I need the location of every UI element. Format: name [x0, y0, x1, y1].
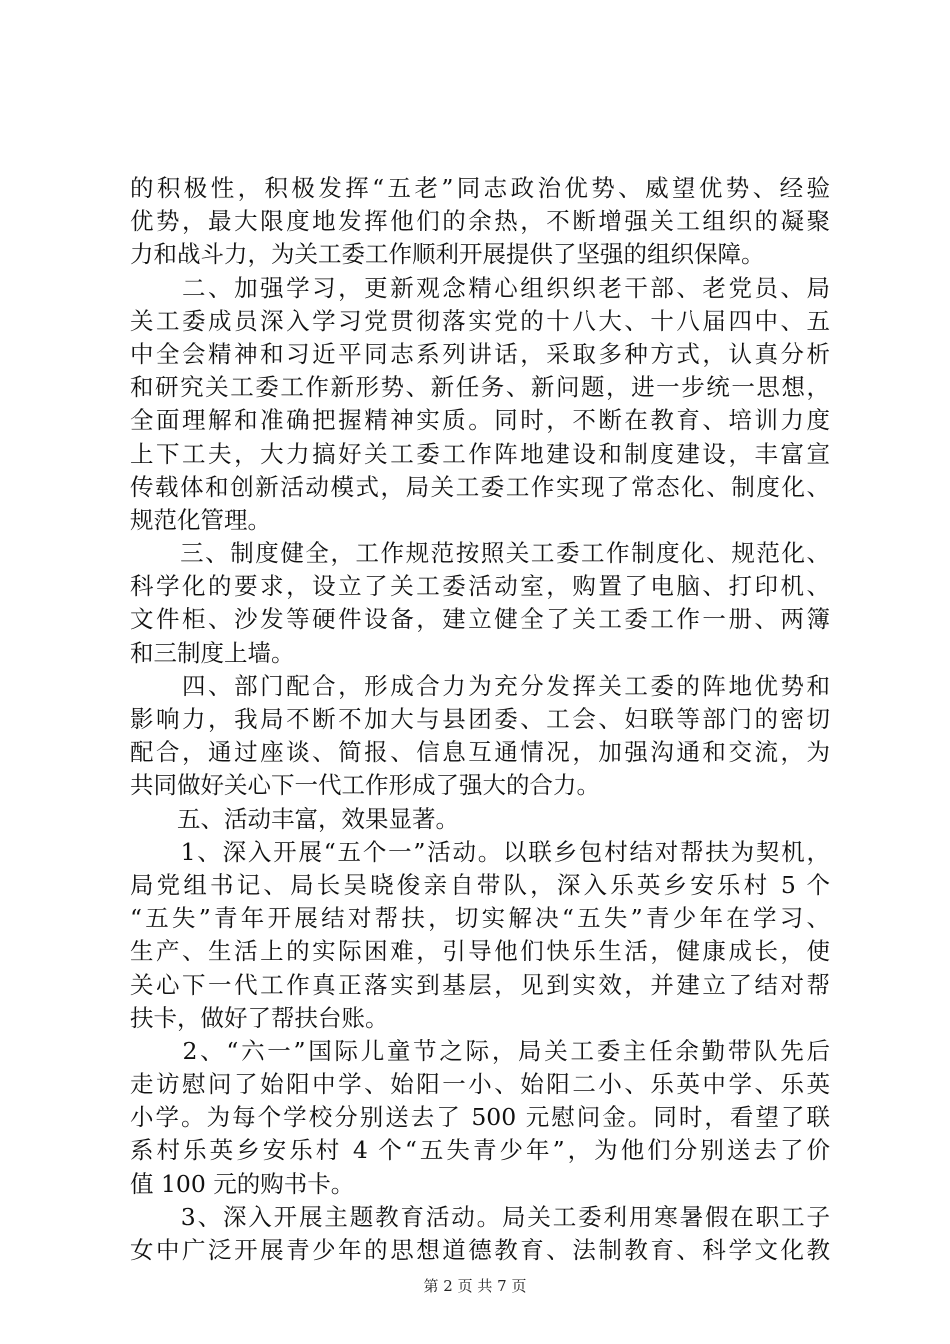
text-line: “五失”青年开展结对帮扶，切实解决“五失”青少年在学习、	[130, 904, 830, 933]
text-line: 力和战斗力，为关工委工作顺利开展提供了坚强的组织保障。	[130, 240, 765, 269]
text-line: 关心下一代工作真正落实到基层，见到实效，并建立了结对帮	[130, 970, 830, 999]
page-footer: 第 2 页 共 7 页	[423, 1277, 527, 1295]
text-line: 生产、生活上的实际困难，引导他们快乐生活，健康成长，使	[130, 937, 830, 966]
text-line: 文件柜、沙发等硬件设备，建立健全了关工委工作一册、两簿	[130, 605, 830, 634]
text-line: 和研究关工委工作新形势、新任务、新问题，进一步统一思想，	[130, 373, 830, 402]
text-line: 规范化管理。	[130, 505, 271, 534]
text-line: 优势，最大限度地发挥他们的余热，不断增强关工组织的凝聚	[130, 207, 830, 236]
text-line: 2、“六一”国际儿童节之际，局关工委主任余勤带队先后	[130, 1036, 830, 1065]
text-line: 值 100 元的购书卡。	[130, 1169, 355, 1198]
text-line: 配合，通过座谈、简报、信息互通情况，加强沟通和交流，为	[130, 738, 830, 767]
document-body	[130, 172, 830, 1267]
text-line: 上下工夫，大力搞好关工委工作阵地建设和制度建设，丰富宣	[130, 439, 830, 468]
text-line: 共同做好关心下一代工作形成了强大的合力。	[130, 771, 600, 800]
text-line: 科学化的要求，设立了关工委活动室，购置了电脑、打印机、	[130, 572, 830, 601]
text-line: 3、深入开展主题教育活动。局关工委利用寒暑假在职工子	[130, 1202, 830, 1231]
text-line: 中全会精神和习近平同志系列讲话，采取多种方式，认真分析	[130, 339, 830, 368]
text-line: 扶卡，做好了帮扶台账。	[130, 1003, 389, 1032]
text-line: 的积极性，积极发挥“五老”同志政治优势、威望优势、经验	[130, 174, 830, 202]
text-line: 小学。为每个学校分别送去了 500 元慰问金。同时，看望了联	[130, 1103, 830, 1132]
text-line: 局党组书记、局长吴晓俊亲自带队，深入乐英乡安乐村 5 个	[130, 870, 830, 899]
text-line: 五、活动丰富，效果显著。	[130, 804, 459, 833]
text-line: 四、部门配合，形成合力为充分发挥关工委的阵地优势和	[130, 671, 830, 700]
text-line: 女中广泛开展青少年的思想道德教育、法制教育、科学文化教	[130, 1236, 830, 1264]
text-line: 系村乐英乡安乐村 4 个“五失青少年”，为他们分别送去了价	[130, 1136, 830, 1165]
text-line: 传载体和创新活动模式，局关工委工作实现了常态化、制度化、	[130, 472, 830, 501]
text-line: 走访慰问了始阳中学、始阳一小、始阳二小、乐英中学、乐英	[130, 1070, 830, 1099]
text-line: 全面理解和准确把握精神实质。同时，不断在教育、培训力度	[130, 406, 830, 435]
text-line: 1、深入开展“五个一”活动。以联乡包村结对帮扶为契机，	[130, 837, 830, 866]
text-line: 和三制度上墙。	[130, 638, 295, 667]
text-line: 关工委成员深入学习党贯彻落实党的十八大、十八届四中、五	[130, 306, 830, 335]
text-line: 二、加强学习，更新观念精心组织织老干部、老党员、局	[130, 273, 830, 302]
text-line: 影响力，我局不断不加大与县团委、工会、妇联等部门的密切	[130, 705, 830, 733]
text-line: 三、制度健全，工作规范按照关工委工作制度化、规范化、	[130, 539, 830, 568]
